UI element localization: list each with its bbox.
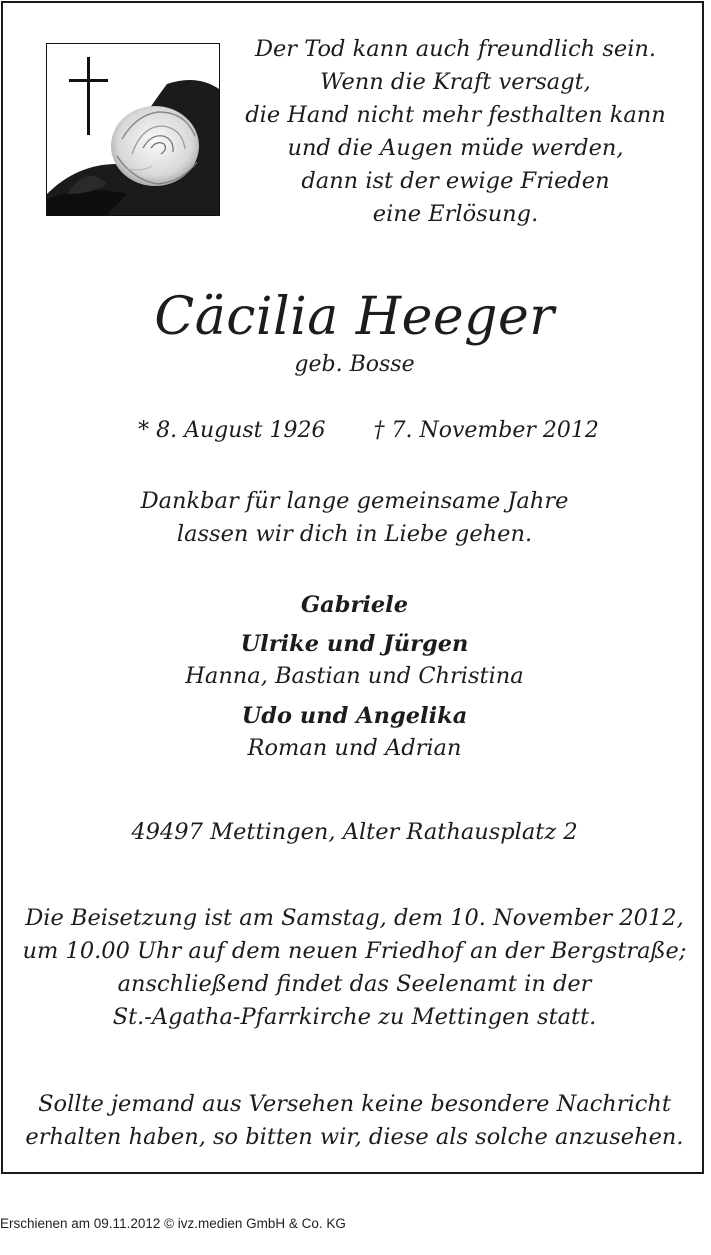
poem-line: die Hand nicht mehr festhalten kann bbox=[245, 102, 666, 128]
family-children: Roman und Adrian bbox=[247, 735, 462, 761]
notice-line: erhalten haben, so bitten wir, diese als solche anzusehen. bbox=[25, 1124, 684, 1150]
family-children: Hanna, Bastian und Christina bbox=[185, 663, 524, 689]
poem-line: eine Erlösung. bbox=[372, 201, 539, 227]
poem bbox=[233, 33, 678, 231]
poem-line: und die Augen müde werden, bbox=[287, 135, 624, 161]
cross-icon bbox=[69, 57, 108, 135]
publication-footer: Erschienen am 09.11.2012 © ivz.medien GmbH & Co. KG bbox=[0, 1216, 346, 1231]
notice-text bbox=[3, 1088, 706, 1154]
poem-line: dann ist der ewige Frieden bbox=[301, 168, 610, 194]
poem-line: Wenn die Kraft versagt, bbox=[320, 69, 591, 95]
funeral-line: St.-Agatha-Pfarrkirche zu Mettingen statt. bbox=[112, 1004, 597, 1030]
gratitude-text bbox=[3, 485, 706, 551]
maiden-name: geb. Bosse bbox=[294, 352, 415, 377]
maiden-name-row bbox=[3, 350, 706, 380]
family-member-ulrike-juergen: Ulrike und Jürgen bbox=[240, 631, 469, 657]
funeral-line: um 10.00 Uhr auf dem neuen Friedhof an der Bergstraße; bbox=[22, 938, 687, 964]
funeral-details bbox=[3, 902, 706, 1034]
rose-cross-image bbox=[47, 44, 219, 215]
poem-line: Der Tod kann auch freundlich sein. bbox=[254, 36, 657, 62]
life-dates bbox=[3, 386, 706, 476]
birth-date: * 8. August 1926 bbox=[138, 418, 326, 443]
notice-line: Sollte jemand aus Versehen keine besondere Nachricht bbox=[38, 1091, 671, 1117]
family-member-gabriele: Gabriele bbox=[300, 592, 409, 618]
funeral-line: Die Beisetzung ist am Samstag, dem 10. November 2012, bbox=[25, 905, 684, 931]
death-date: † 7. November 2012 bbox=[373, 418, 599, 443]
rose-icon bbox=[111, 106, 199, 186]
family-member-udo-angelika: Udo und Angelika bbox=[241, 703, 468, 729]
deceased-name: Cäcilia Heeger bbox=[154, 287, 555, 347]
gratitude-line: lassen wir dich in Liebe gehen. bbox=[176, 521, 533, 547]
gratitude-line: Dankbar für lange gemeinsame Jahre bbox=[140, 488, 569, 514]
memorial-emblem bbox=[46, 43, 220, 216]
address: 49497 Mettingen, Alter Rathausplatz 2 bbox=[131, 819, 578, 845]
obituary-card bbox=[1, 1, 704, 1174]
funeral-line: anschließend findet das Seelenamt in der bbox=[117, 971, 592, 997]
